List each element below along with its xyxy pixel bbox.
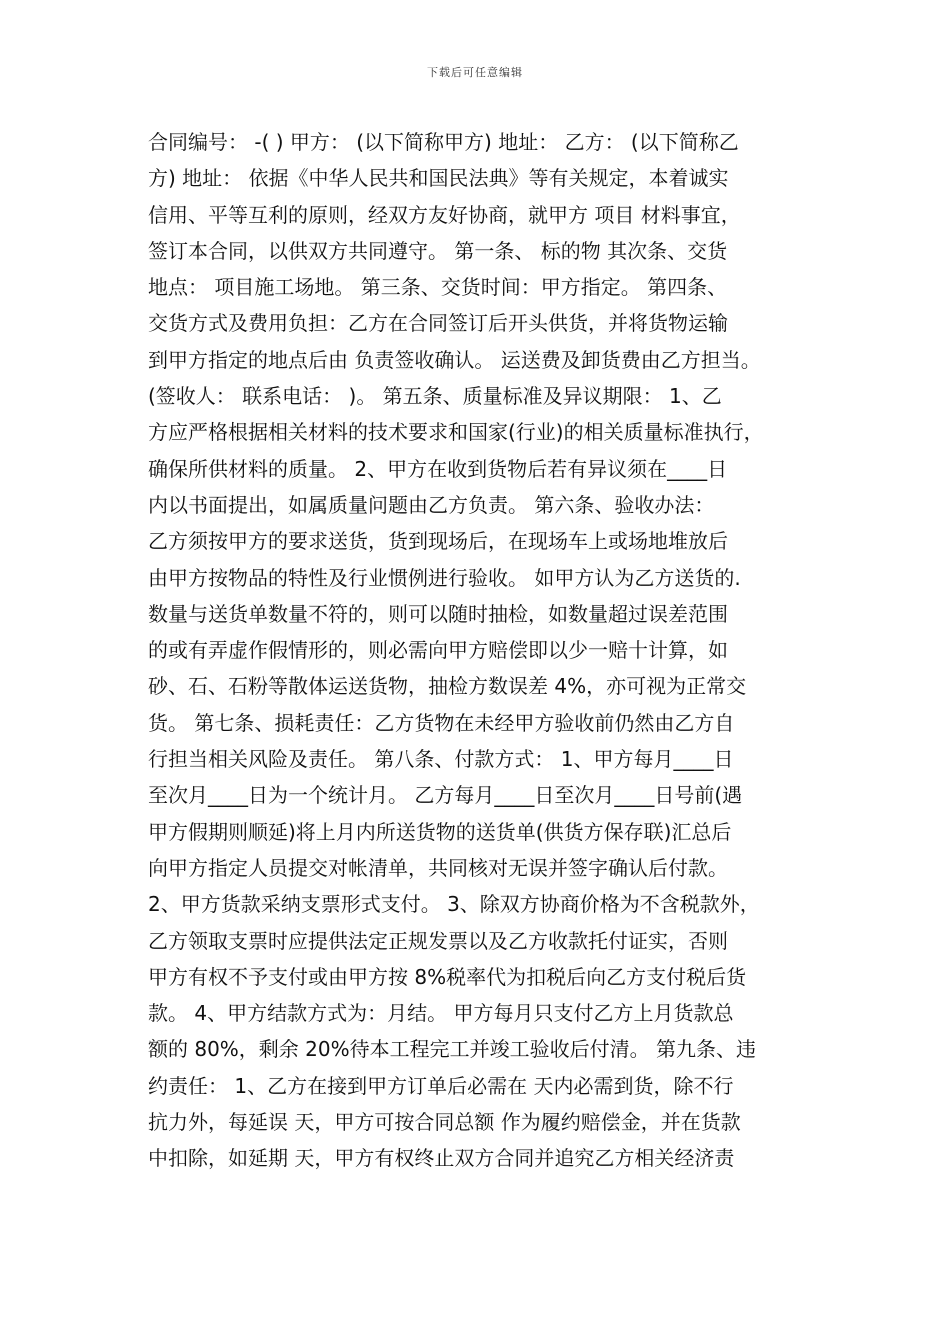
page-header-note: 下载后可任意编辑 xyxy=(427,66,523,79)
contract-line: 数量与送货单数量不符的，则可以随时抽检，如数量超过误差范围 xyxy=(148,601,728,626)
contract-line: 甲方假期则顺延)将上月内所送货物的送货单(供货方保存联)汇总后 xyxy=(148,819,732,844)
contract-line: 款。 4、甲方结款方式为：月结。 甲方每月只支付乙方上月货款总 xyxy=(148,1001,734,1026)
contract-line: 合同编号： -( ) 甲方： (以下简称甲方) 地址： 乙方： (以下简称乙 xyxy=(148,130,739,154)
contract-line: 签订本合同，以供双方共同遵守。 第一条、 标的物 其次条、交货 xyxy=(148,238,728,263)
contract-line: 地点： 项目施工场地。 第三条、交货时间：甲方指定。 第四条、 xyxy=(148,275,728,300)
contract-line: 甲方有权不予支付或由甲方按 8%税率代为扣税后向乙方支付税后货 xyxy=(148,964,747,989)
contract-line: 方应严格根据相关材料的技术要求和国家(行业)的相关质量标准执行， xyxy=(148,420,764,445)
contract-line: 货。 第七条、损耗责任：乙方货物在未经甲方验收前仍然由乙方自 xyxy=(148,710,735,735)
contract-line: 抗力外，每延误 天，甲方可按合同总额 作为履约赔偿金，并在货款 xyxy=(148,1110,741,1135)
contract-line: 2、甲方货款采纳支票形式支付。 3、除双方协商价格为不含税款外， xyxy=(148,892,760,917)
contract-line: 的或有弄虚作假情形的，则必需向甲方赔偿即以少一赔十计算，如 xyxy=(148,638,728,663)
contract-line: 向甲方指定人员提交对帐清单，共同核对无误并签字确认后付款。 xyxy=(148,855,728,880)
contract-line: 至次月____日为一个统计月。 乙方每月____日至次月____日号前(遇 xyxy=(148,783,743,808)
contract-line: 乙方领取支票时应提供法定正规发票以及乙方收款托付证实，否则 xyxy=(148,928,728,953)
contract-line: (签收人： 联系电话： )。 第五条、质量标准及异议期限： 1、乙 xyxy=(148,384,722,409)
contract-line: 乙方须按甲方的要求送货，货到现场后，在现场车上或场地堆放后 xyxy=(148,529,728,554)
contract-line: 确保所供材料的质量。 2、甲方在收到货物后若有异议须在____日 xyxy=(148,456,728,481)
contract-line: 额的 80%，剩余 20%待本工程完工并竣工验收后付清。 第九条、违 xyxy=(148,1037,756,1062)
contract-line: 中扣除，如延期 天，甲方有权终止双方合同并追究乙方相关经济责 xyxy=(148,1146,735,1171)
contract-line: 约责任： 1、乙方在接到甲方订单后必需在 天内必需到货，除不行 xyxy=(148,1073,734,1098)
contract-line: 到甲方指定的地点后由 负责签收确认。 运送费及卸货费由乙方担当。 xyxy=(148,347,761,372)
contract-line: 砂、石、石粉等散体运送货物，抽检方数误差 4%，亦可视为正常交 xyxy=(148,674,747,699)
contract-line: 由甲方按物品的特性及行业惯例进行验收。 如甲方认为乙方送货的. xyxy=(148,565,741,590)
contract-line: 行担当相关风险及责任。 第八条、付款方式： 1、甲方每月____日 xyxy=(148,747,734,772)
contract-body xyxy=(148,124,808,1177)
contract-line: 方) 地址： 依据《中华人民共和国民法典》等有关规定，本着诚实 xyxy=(148,166,729,191)
contract-line: 信用、平等互利的原则，经双方友好协商，就甲方 项目 材料事宜， xyxy=(148,202,741,227)
contract-line: 内以书面提出，如属质量问题由乙方负责。 第六条、验收办法： xyxy=(148,492,715,517)
contract-line: 交货方式及费用负担：乙方在合同签订后开头供货，并将货物运输 xyxy=(148,311,728,336)
